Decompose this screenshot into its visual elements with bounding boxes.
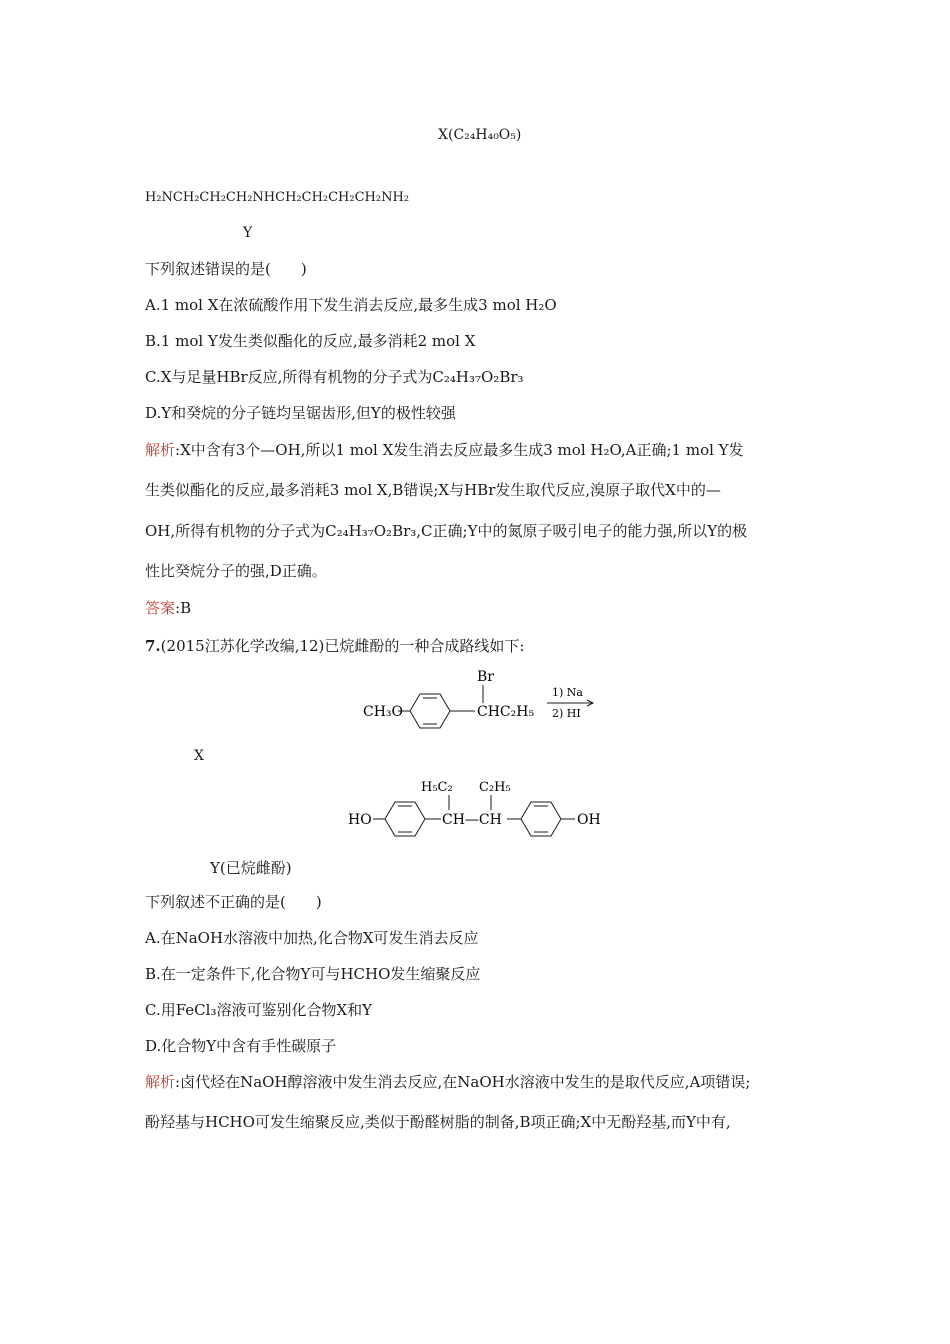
q6-answer-label: 答案 bbox=[145, 599, 176, 617]
compound-y-hexestrol-label: Y(已烷雌酚) bbox=[210, 859, 292, 877]
ethyl-methine-group: CHC₂H₅ bbox=[477, 704, 535, 720]
q6-option-a: A.1 mol X在浓硫酸作用下发生消去反应,最多生成3 mol H₂O bbox=[145, 296, 557, 314]
q7-option-b: B.在一定条件下,化合物Y可与HCHO发生缩聚反应 bbox=[145, 965, 481, 983]
left-hydroxyl: HO bbox=[348, 812, 372, 828]
q7-analysis-line-2: 酚羟基与HCHO可发生缩聚反应,类似于酚醛树脂的制备,B项正确;X中无酚羟基,而Y中有, bbox=[145, 1113, 731, 1131]
q7-stem-line bbox=[145, 636, 524, 656]
bromine-atom: Br bbox=[477, 669, 494, 685]
compound-x-label: X bbox=[438, 127, 448, 143]
condition-1: 1) Na bbox=[552, 686, 583, 699]
left-ethyl: H₅C₂ bbox=[421, 780, 453, 795]
q6-option-d: D.Y和癸烷的分子链均呈锯齿形,但Y的极性较强 bbox=[145, 404, 456, 422]
q6-answer bbox=[145, 598, 191, 618]
condition-2: 2) HI bbox=[552, 707, 581, 720]
methoxy-group: CH₃O bbox=[363, 704, 404, 720]
q6-option-b: B.1 mol Y发生类似酯化的反应,最多消耗2 mol X bbox=[145, 332, 476, 350]
q6-analysis-line-1: 解析:X中含有3个—OH,所以1 mol X发生消去反应最多生成3 mol H₂O,A正确;1 mol Y发 bbox=[145, 441, 744, 459]
compound-y-label: Y bbox=[243, 225, 253, 241]
benzene-ring bbox=[410, 694, 450, 728]
q6-answer-value: :B bbox=[175, 599, 192, 617]
q6-analysis-line-2: 生类似酯化的反应,最多消耗3 mol X,B错误;X与HBr发生取代反应,溴原子取代X中的— bbox=[145, 481, 721, 499]
left-benzene-ring bbox=[385, 802, 425, 836]
product-structure-diagram bbox=[345, 773, 615, 838]
compound-x-formula-caption: X(C₂₄H₄₀O₅) bbox=[438, 127, 522, 143]
compound-x-formula: C₂₄H₄₀O₅ bbox=[453, 127, 516, 143]
q7-question: 下列叙述不正确的是( ) bbox=[145, 893, 322, 911]
q7-option-c: C.用FeCl₃溶液可鉴别化合物X和Y bbox=[145, 1001, 373, 1019]
q6-analysis-label: 解析 bbox=[145, 441, 176, 459]
q7-analysis-line-1: 解析:卤代烃在NaOH醇溶液中发生消去反应,在NaOH水溶液中发生的是取代反应,A项错误; bbox=[145, 1073, 751, 1091]
right-benzene-ring bbox=[521, 802, 561, 836]
q7-option-d: D.化合物Y中含有手性碳原子 bbox=[145, 1037, 337, 1055]
q7-analysis-label: 解析 bbox=[145, 1073, 176, 1091]
compound-x-label-2: X bbox=[194, 748, 204, 764]
q6-analysis-line-4: 性比癸烷分子的强,D正确。 bbox=[145, 562, 327, 580]
ch-ch-chain: CH—CH bbox=[442, 812, 502, 828]
q6-analysis-line-3: OH,所得有机物的分子式为C₂₄H₃₇O₂Br₃,C正确;Y中的氮原子吸引电子的能力强,所以Y的极 bbox=[145, 522, 748, 540]
reactant-structure-diagram bbox=[355, 665, 615, 730]
q7-stem: (2015江苏化学改编,12)已烷雌酚的一种合成路线如下: bbox=[160, 637, 525, 655]
right-hydroxyl: OH bbox=[577, 812, 601, 828]
right-ethyl: C₂H₅ bbox=[479, 780, 511, 795]
compound-y-structure: H₂NCH₂CH₂CH₂NHCH₂CH₂CH₂CH₂NH₂ bbox=[145, 190, 410, 205]
q6-option-c: C.X与足量HBr反应,所得有机物的分子式为C₂₄H₃₇O₂Br₃ bbox=[145, 368, 524, 386]
q7-number: 7. bbox=[145, 637, 161, 655]
q7-option-a: A.在NaOH水溶液中加热,化合物X可发生消去反应 bbox=[145, 929, 479, 947]
q6-stem: 下列叙述错误的是( ) bbox=[145, 260, 307, 278]
